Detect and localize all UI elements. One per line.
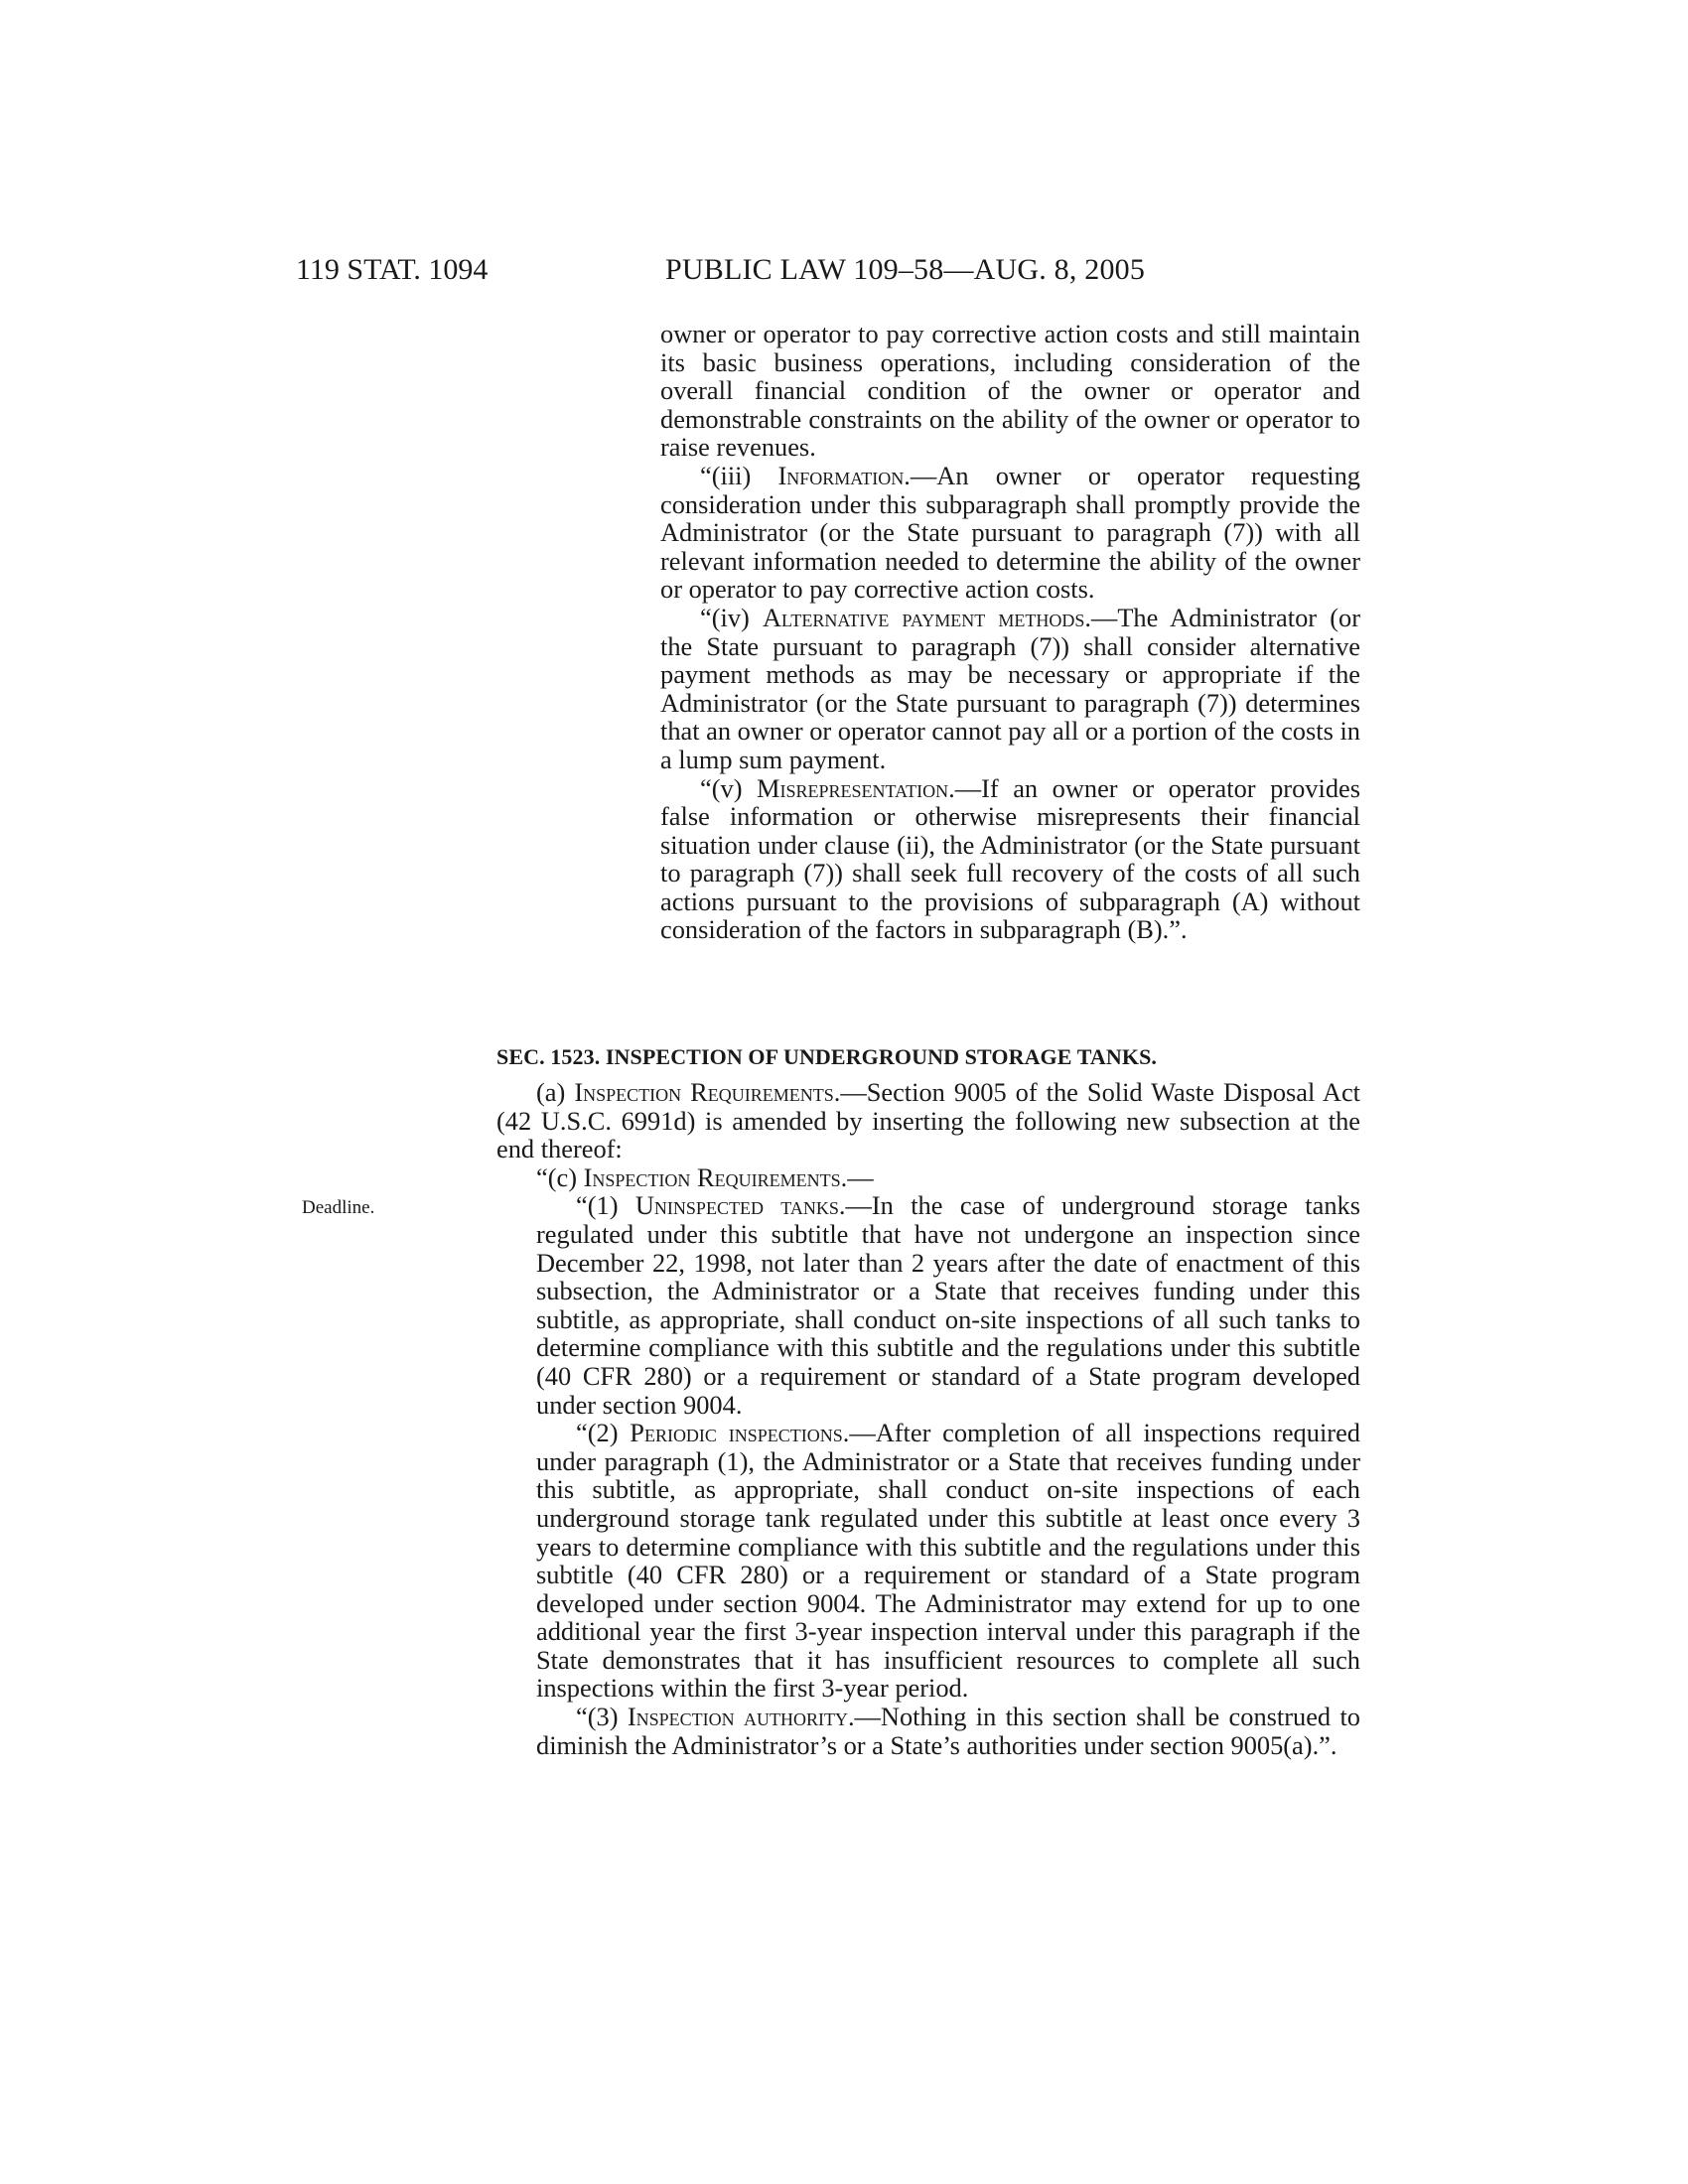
section-body [496, 1078, 1360, 1759]
clause-ii-continuation: owner or operator to pay corrective action costs and still maintain its basic business operations, including consideration of the overall financial condition of the owner or operator and demonstrable constraints on the ability of the owner or operator to raise revenues. [660, 319, 1360, 463]
paragraph-text: .—In the case of underground storage tanks regulated under this subtitle that have not undergone an inspection since December 22, 1998, not later than 2 years after the date of enactment of this subsection, the Administrator or a State that receives funding under this subtitle, as appropriate, shall conduct on-site inspections of all such tanks to determine compliance with this subtitle and the regulations under this subtitle (40 CFR 280) or a requirement or standard of a State program developed under section 9004. [536, 1190, 1360, 1420]
subsection-c [496, 1163, 1360, 1192]
paragraph-1 [536, 1191, 1360, 1419]
paragraph-text: .—After completion of all inspections required under paragraph (1), the Administrator or a State that receives funding under this subtitle, as appropriate, shall conduct on-site inspections of each underground storage tank regulated under this subtitle at least once every 3 years to determine compliance with this subtitle and the regulations under this subtitle (40 CFR 280) or a requirement or standard of a State program developed under section 9004. The Administrator may extend for up to one additional year the first 3-year inspection interval under this paragraph if the State demonstrates that it has insufficient resources to complete all such inspections within the first 3-year period. [536, 1418, 1360, 1704]
subsection-a [496, 1078, 1360, 1163]
clause-text: .—An owner or operator requesting consideration under this subparagraph shall promptly provide the Administrator (or the State pursuant to paragraph (7)) with all relevant information needed to determine the ability of the owner or operator to pay corrective action costs. [660, 460, 1360, 605]
clause-number: “(iv) [700, 602, 750, 632]
page-header [0, 250, 1688, 290]
paragraph-2 [536, 1419, 1360, 1703]
margin-note-deadline: Deadline. [302, 1197, 375, 1218]
clause-number: “(iii) [700, 460, 752, 490]
subsection-text: .—Section 9005 of the Solid Waste Disposal Act (42 U.S.C. 6991d) is amended by inserting the following new subsection at the end thereof: [496, 1077, 1360, 1164]
paragraph-number: “(2) [576, 1418, 619, 1448]
statute-reference: 119 STAT. 1094 [296, 253, 489, 286]
paragraph-heading: Uninspected tanks [634, 1190, 839, 1221]
clause-text: .—The Administrator (or the State pursuant to paragraph (7)) shall consider alternative payment methods as may be necessary or appropriate if the Administrator (or the State pursuant to paragraph (7)) determines that an owner or operator cannot pay all or a portion of the costs in a lump sum payment. [660, 602, 1360, 774]
paragraph-number: “(1) [576, 1190, 619, 1221]
clause-v [660, 774, 1360, 945]
section-heading: SEC. 1523. INSPECTION OF UNDERGROUND STORAGE TANKS. [496, 1044, 1158, 1069]
clause-heading: Misrepresentation [757, 772, 949, 803]
paragraph-group [536, 1191, 1360, 1759]
paragraph-number: “(3) [576, 1702, 619, 1732]
paragraph-text: .—Nothing in this section shall be construed to diminish the Administrator’s or a State’s authorities under section 9005(a).”. [536, 1702, 1360, 1760]
clause-iii [660, 462, 1360, 604]
clause-heading: Alternative payment methods [762, 602, 1085, 632]
paragraph-heading: Periodic inspections [630, 1418, 843, 1448]
continued-clauses [660, 320, 1360, 944]
subsection-number: (a) [536, 1077, 566, 1107]
clause-text: .—If an owner or operator provides false information or otherwise misrepresents their financial situation under clause (ii), the Administrator (or the State pursuant to paragraph (7)) shall seek full recovery of the costs of all such actions pursuant to the provisions of subparagraph (A) without consideration of the factors in subparagraph (B).”. [660, 772, 1360, 945]
paragraph-3 [536, 1703, 1360, 1759]
subsection-text: .— [840, 1161, 874, 1192]
clause-number: “(v) [700, 772, 743, 803]
subsection-heading: Inspection Requirements [583, 1161, 841, 1192]
running-title: PUBLIC LAW 109–58—AUG. 8, 2005 [665, 253, 1146, 286]
clause-heading: Information [777, 460, 905, 490]
subsection-heading: Inspection Requirements [574, 1077, 834, 1107]
subsection-number: “(c) [536, 1161, 578, 1192]
paragraph-heading: Inspection authority [627, 1702, 848, 1732]
clause-iv [660, 604, 1360, 774]
